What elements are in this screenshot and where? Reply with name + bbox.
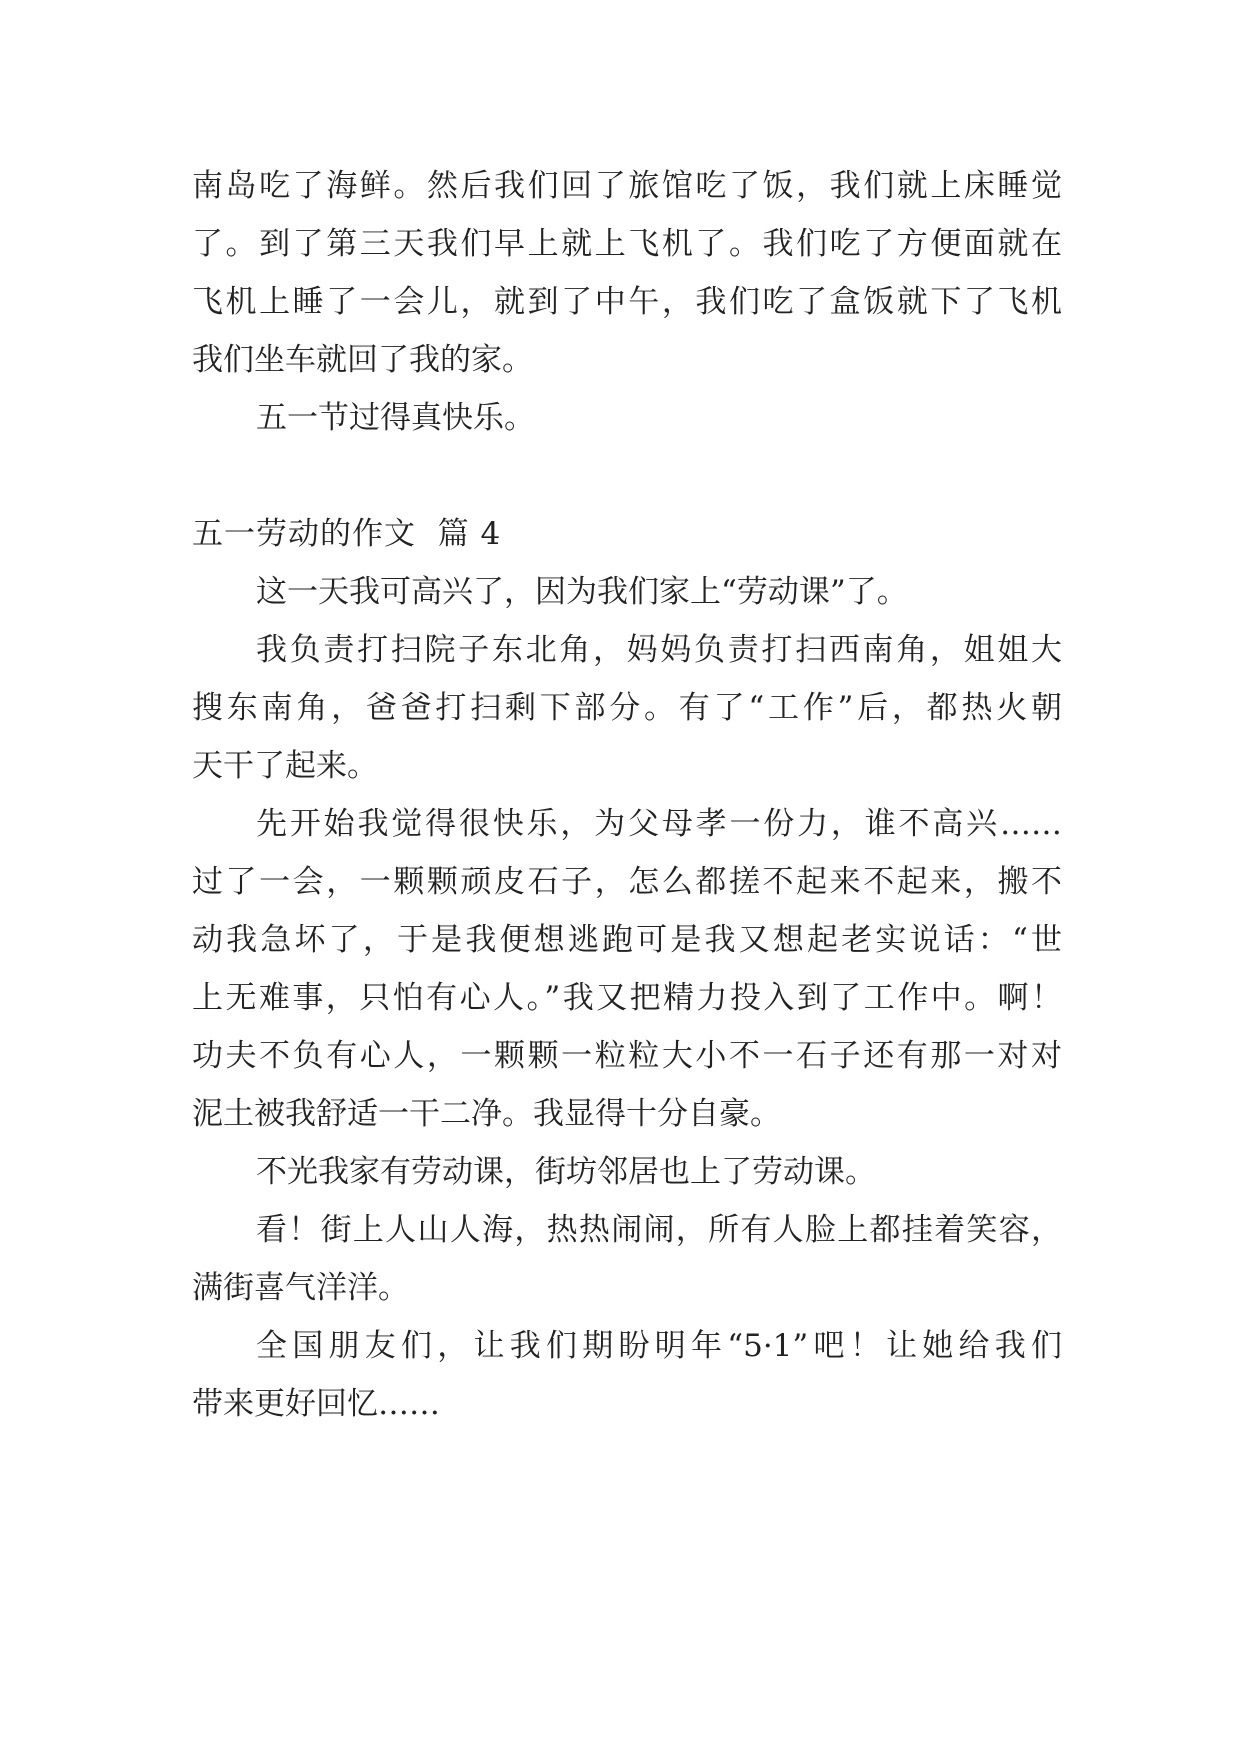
paragraph-line: 全国朋友们，让我们期盼明年“5·1”吧！让她给我们 xyxy=(256,1328,1062,1364)
body-line: 我们坐车就回了我的家。 xyxy=(192,342,533,378)
body-line: 了。到了第三天我们早上就上飞机了。我们吃了方便面就在 xyxy=(192,226,1062,262)
closing-line: 五一节过得真快乐。 xyxy=(256,400,535,436)
paragraph-line: 过了一会，一颗颗顽皮石子，怎么都搓不起来不起来，搬不 xyxy=(192,864,1062,900)
paragraph-line: 看！街上人山人海，热热闹闹，所有人脸上都挂着笑容， xyxy=(256,1212,1062,1248)
paragraph-line: 带来更好回忆…… xyxy=(192,1386,440,1422)
paragraph-line: 上无难事，只怕有心人。”我又把精力投入到了工作中。啊！ xyxy=(192,980,1062,1016)
paragraph-line: 搜东南角，爸爸打扫剩下部分。有了“工作”后，都热火朝 xyxy=(192,690,1062,726)
paragraph-line: 不光我家有劳动课，街坊邻居也上了劳动课。 xyxy=(256,1154,876,1190)
body-line: 飞机上睡了一会儿，就到了中午，我们吃了盒饭就下了飞机 xyxy=(192,284,1062,320)
paragraph-line: 满街喜气洋洋。 xyxy=(192,1270,409,1306)
paragraph-line: 天干了起来。 xyxy=(192,748,378,784)
article-heading: 五一劳动的作文 篇 4 xyxy=(192,516,502,552)
paragraph-line: 我负责打扫院子东北角，妈妈负责打扫西南角，姐姐大 xyxy=(256,632,1062,668)
paragraph-line: 先开始我觉得很快乐，为父母孝一份力，谁不高兴…… xyxy=(256,806,1062,842)
section-gap xyxy=(192,447,1062,505)
paragraph-line: 动我急坏了，于是我便想逃跑可是我又想起老实说话：“世 xyxy=(192,922,1062,958)
paragraph-line: 功夫不负有心人，一颗颗一粒粒大小不一石子还有那一对对 xyxy=(192,1038,1062,1074)
body-line: 南岛吃了海鲜。然后我们回了旅馆吃了饭，我们就上床睡觉 xyxy=(192,168,1062,204)
paragraph-line: 泥土被我舒适一干二净。我显得十分自豪。 xyxy=(192,1096,781,1132)
document-body xyxy=(192,157,1062,1433)
paragraph-line: 这一天我可高兴了，因为我们家上“劳动课”了。 xyxy=(256,574,908,610)
